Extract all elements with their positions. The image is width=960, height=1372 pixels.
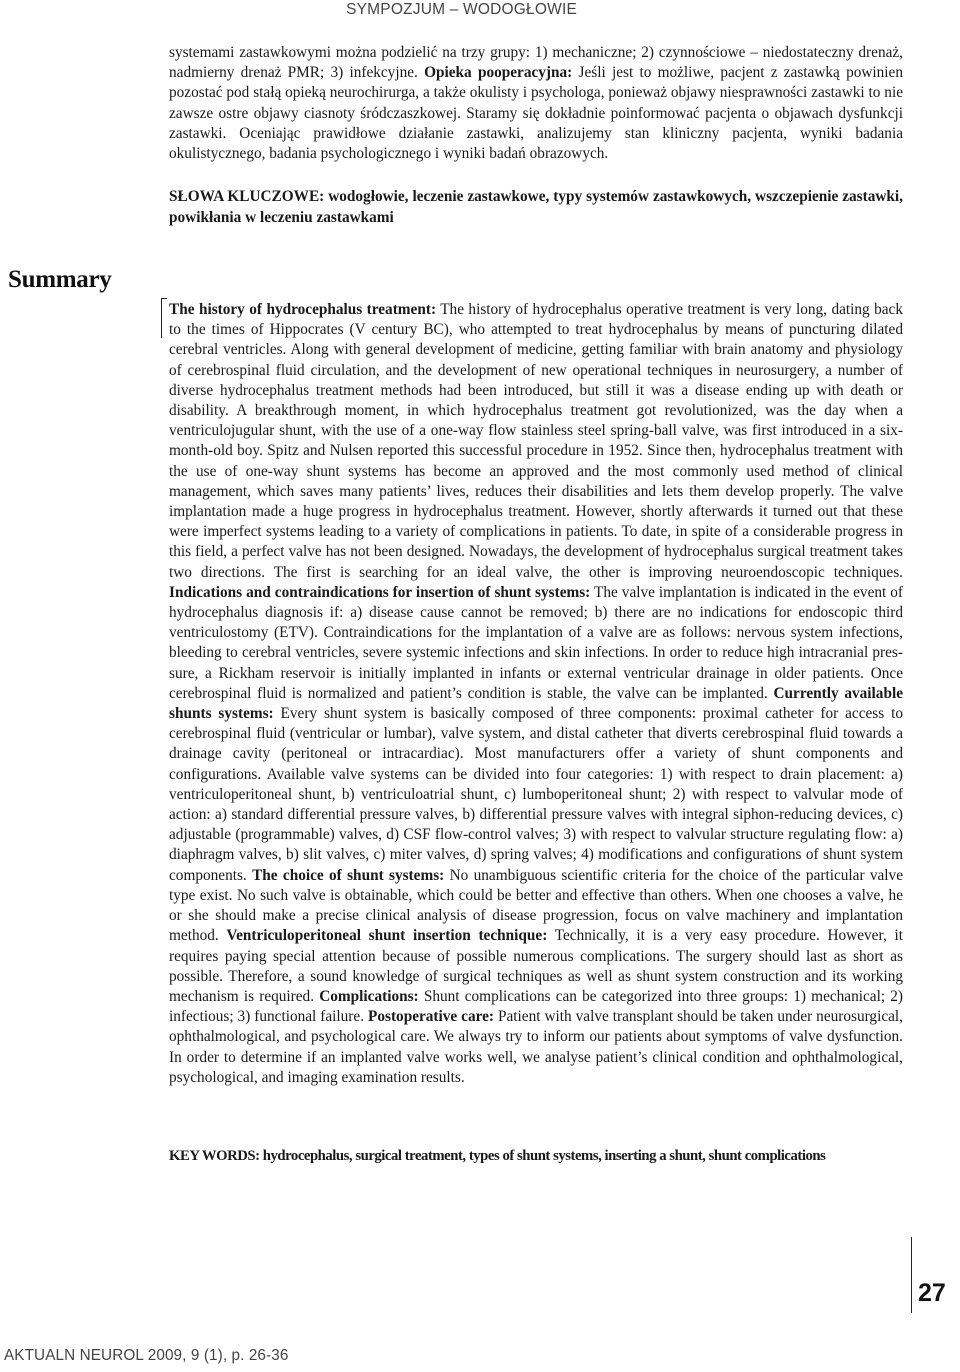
label-history: The history of hydrocephalus treatment: (169, 301, 437, 318)
label-complications: Complications: (319, 987, 419, 1005)
label-available-shunts: Currently available shunts systems: (169, 684, 903, 723)
summary-divider-vertical (161, 298, 162, 338)
label-indications: Indications and contraindications for insertion of shunt systems: (169, 583, 591, 601)
summary-text-part: The valve implantation is indicated in the event of hydrocephalus diagnosis if: a) disease cause cannot be removed; b) there are no indications for endoscopic third ventriculostomy (ETV). Contraindications for the implantation of a valve are as follows: nervous system infections, bleeding to cerebral ventricles, severe systemic infections and skin infections. In order to reduce high intracranial pressure, a Rickham reservoir is initially implanted in infants or external ventricular drainage in older patients. Once cerebrospinal fluid is normalized and patient’s condition is stable, the valve can be implanted. (169, 583, 903, 702)
page-number: 27 (918, 1279, 946, 1307)
summary-text-part: Technically, it is a very easy procedure. However, it requires paying special attention because of possible numerous complications. The surgery should last as short as possible. Therefore, a sound knowledge of surgical techniques as well as shunt system construction and its working mechanism is required. (169, 927, 903, 1005)
summary-text-part: Every shunt system is basically composed of three components: proximal catheter for access to cerebrospinal fluid (ventricular or lumbar), valve system, and distal catheter that diverts cerebrospinal fluid towards a drainage cavity (peritoneal or intracardiac). Most manufacturers offer a variety of shunt components and configurations. Available valve systems can be divided into four categories: 1) with respect to drain placement: a) ventriculoperitoneal shunt, b) ventriculoatrial shunt, c) lumboperitoneal shunt; 2) with respect to valvular mode of action: a) standard differential pressure valves, b) differential pressure valves with integral siphon-reducing devices, c) adjustable (programmable) valves, d) CSF flow-control valves; 3) with respect to valvular structure regulating flow: a) diaphragm valves, b) slit valves, c) miter valves, d) spring valves; 4) modifications and configurations of shunt system components. (169, 705, 903, 884)
polish-abstract-text-part: systemami zastawkowymi można podzielić na trzy grupy: 1) mechaniczne; 2) czynnościowe – niedostateczny drenaż, nadmierny drenaż PMR; 3) infekcyjne. (169, 44, 903, 82)
label-postoperative-care: Postoperative care: (368, 1008, 495, 1026)
polish-keywords: SŁOWA KLUCZOWE: wodogłowie, leczenie zastawkowe, typy systemów zastawkowych, wszczepienie zastawki, powikłania w leczeniu zastawkami (169, 188, 903, 226)
summary-text-part: The history of hydrocephalus operative treatment is very long, dating back to the times of Hippocrates (V century BC), who attempted to treat hydrocephalus by means of puncturing dilated cerebral ventricles. Along with general development of medicine, getting familiar with brain anatomy and physiology of cerebrospinal fluid circulation, and the development of new operational techniques in neurosurgery, a number of diverse hydrocephalus treatment methods had been introduced, but still it was a disease ending up with death or disability. A breakthrough moment, in which hydrocephalus treatment got revolutionized, was the day when a ventriculojugular shunt, with the use of a one-way flow stainless steel spring-ball valve, was first introduced in a six-month-old boy. Spitz and Nulsen reported this successful procedure in 1952. Since then, hydrocephalus treatment with the use of one-way shunt systems has become an approved and the most commonly used method of clinical management, which saves many patients’ lives, reduces their disabilities and lets them develop properly. The valve implantation made a huge progress in hydrocephalus treatment. However, shortly afterwards it turned out that these were imperfect systems leading to a variety of complications in patients. To date, in spite of a considerable progress in this field, a perfect valve has not been designed. Nowadays, the development of hydrocephalus surgical treatment takes two directions. The first is searching for an ideal valve, the other is improving neuroendoscopic techniques. (169, 301, 903, 581)
page-number-divider (911, 1237, 912, 1313)
polish-abstract-text (169, 43, 903, 164)
label-insertion-technique: Ventriculoperitoneal shunt insertion technique: (226, 927, 548, 945)
label-choice-of-shunt: The choice of shunt systems: (252, 866, 445, 884)
polish-abstract-text-part: Jeśli jest to możliwe, pacjent z zastawką powinien pozostać pod stałą opieką neurochirurga, a także okulisty i psychologa, ponieważ objawy niesprawności zastawki to nie zawsze ostre objawy ciasnoty śródczaszkowej. Staramy się dokładnie poinformować pacjenta o objawach dysfunkcji zastawki. Oceniając prawidłowe działanie zastawki, analizujemy stan kliniczny pacjenta, wyniki badania okulistycznego, badania psychologicznego i wyniki badań obrazowych. (169, 64, 903, 163)
summary-text-part: No unambiguous scientific criteria for the choice of the particular valve type exist. No such valve is obtainable, which could be better and effective than others. When one chooses a valve, he or she should make a precise clinical analysis of disease progression, focus on valve machinery and implantation method. (169, 866, 903, 945)
english-keywords: KEY WORDS: hydrocephalus, surgical treatment, types of shunt systems, inserting a shunt, shunt complications (169, 1148, 826, 1164)
summary-text-part: Shunt complications can be categorized into three groups: 1) mechanical; 2) infectious; 3) functional failure. (169, 987, 903, 1026)
label-postoperative-care-pl: Opieka pooperacyjna: (424, 64, 573, 82)
summary-text-part: Patient with valve transplant should be taken under neurosurgical, ophthalmological, and psychological care. We always try to inform our patients about symptoms of valve dysfunction. In order to determine if an implanted valve works well, we analyse patient’s clinical condition and ophthalmological, psychological, and imaging examination results. (169, 1008, 903, 1086)
summary-text (169, 300, 903, 1088)
journal-citation: AKTUALN NEUROL 2009, 9 (1), p. 26-36 (4, 1347, 289, 1364)
summary-heading: Summary (8, 266, 112, 293)
running-header: SYMPOZJUM – WODOGŁOWIE (346, 1, 577, 18)
